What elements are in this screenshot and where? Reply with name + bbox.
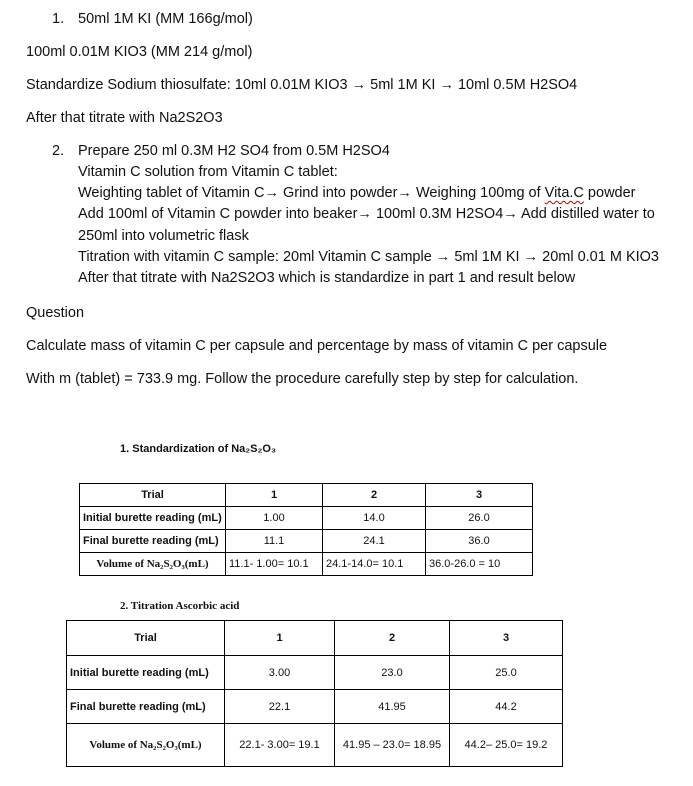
table-cell: 26.0 xyxy=(426,507,533,530)
table-row xyxy=(67,656,563,690)
item-2-line: Add 100ml of Vitamin C powder into beaker→ 100ml 0.3M H2SO4→ Add distilled water to xyxy=(78,206,655,222)
table-cell: 22.1- 3.00= 19.1 xyxy=(225,724,335,767)
procedure-item-1 xyxy=(52,10,253,28)
item-2-line: Titration with vitamin C sample: 20ml Vitamin C sample → 5ml 1M KI → 20ml 0.01 M KIO3 xyxy=(78,249,659,265)
table-header-row xyxy=(67,621,563,656)
table-cell: 44.2– 25.0= 19.2 xyxy=(450,724,563,767)
table-cell: 3.00 xyxy=(225,656,335,690)
header-cell: Trial xyxy=(80,484,226,507)
table-row xyxy=(80,553,533,576)
after-titrate-line: After that titrate with Na2S2O3 xyxy=(26,110,223,126)
table-cell: 41.95 xyxy=(335,690,450,724)
item-2-line xyxy=(78,184,636,202)
table-cell: 41.95 – 23.0= 18.95 xyxy=(335,724,450,767)
table-row xyxy=(67,724,563,767)
list-number: 1. xyxy=(52,11,65,27)
standardize-line: Standardize Sodium thiosulfate: 10ml 0.01M KIO3 → 5ml 1M KI → 10ml 0.5M H2SO4 xyxy=(26,77,578,93)
powder-text: powder xyxy=(583,185,636,201)
table-cell: 11.1 xyxy=(226,530,323,553)
table-1-heading: 1. Standardization of Na₂S₂O₃ xyxy=(120,443,277,455)
kio3-line: 100ml 0.01M KIO3 (MM 214 g/mol) xyxy=(26,44,253,60)
standardization-table xyxy=(79,483,533,576)
row-label: Initial burette reading (mL) xyxy=(67,656,225,690)
row-label: Volume of Na₂S₂O₃(mL) xyxy=(80,553,226,576)
table-header-row xyxy=(80,484,533,507)
weighting-text: Weighting tablet of Vitamin C→ Grind into powder→ Weighing 100mg of xyxy=(78,185,545,201)
row-label: Final burette reading (mL) xyxy=(80,530,226,553)
row-label: Volume of Na₂S₂O₃(mL) xyxy=(67,724,225,767)
table-2-heading: 2. Titration Ascorbic acid xyxy=(120,600,240,612)
header-cell: 2 xyxy=(335,621,450,656)
table-cell: 36.0 xyxy=(426,530,533,553)
spellcheck-word: Vita.C xyxy=(544,185,584,201)
table-row xyxy=(80,530,533,553)
table-cell: 24.1-14.0= 10.1 xyxy=(323,553,426,576)
table-cell: 11.1- 1.00= 10.1 xyxy=(226,553,323,576)
table-cell: 24.1 xyxy=(323,530,426,553)
item-2-line: Prepare 250 ml 0.3M H2 SO4 from 0.5M H2SO4 xyxy=(78,143,390,159)
header-cell: Trial xyxy=(67,621,225,656)
item-1-text: 50ml 1M KI (MM 166g/mol) xyxy=(78,11,253,27)
procedure-item-2 xyxy=(52,142,390,160)
header-cell: 3 xyxy=(426,484,533,507)
table-row xyxy=(80,507,533,530)
header-cell: 3 xyxy=(450,621,563,656)
table-cell: 22.1 xyxy=(225,690,335,724)
table-cell: 23.0 xyxy=(335,656,450,690)
table-cell: 25.0 xyxy=(450,656,563,690)
row-label: Final burette reading (mL) xyxy=(67,690,225,724)
question-line: Calculate mass of vitamin C per capsule and percentage by mass of vitamin C per capsule xyxy=(26,338,608,354)
table-cell: 36.0-26.0 = 10 xyxy=(426,553,533,576)
titration-table xyxy=(66,620,563,767)
header-cell: 1 xyxy=(226,484,323,507)
table-row xyxy=(67,690,563,724)
header-cell: 2 xyxy=(323,484,426,507)
row-label: Initial burette reading (mL) xyxy=(80,507,226,530)
table-cell: 44.2 xyxy=(450,690,563,724)
item-2-line: 250ml into volumetric flask xyxy=(78,228,249,244)
question-label: Question xyxy=(26,305,85,321)
header-cell: 1 xyxy=(225,621,335,656)
table-cell: 14.0 xyxy=(323,507,426,530)
item-2-line: Vitamin C solution from Vitamin C tablet: xyxy=(78,164,338,180)
list-number: 2. xyxy=(52,143,65,159)
item-2-line: After that titrate with Na2S2O3 which is standardize in part 1 and result below xyxy=(78,270,576,286)
table-cell: 1.00 xyxy=(226,507,323,530)
question-line: With m (tablet) = 733.9 mg. Follow the procedure carefully step by step for calculation. xyxy=(26,371,579,387)
